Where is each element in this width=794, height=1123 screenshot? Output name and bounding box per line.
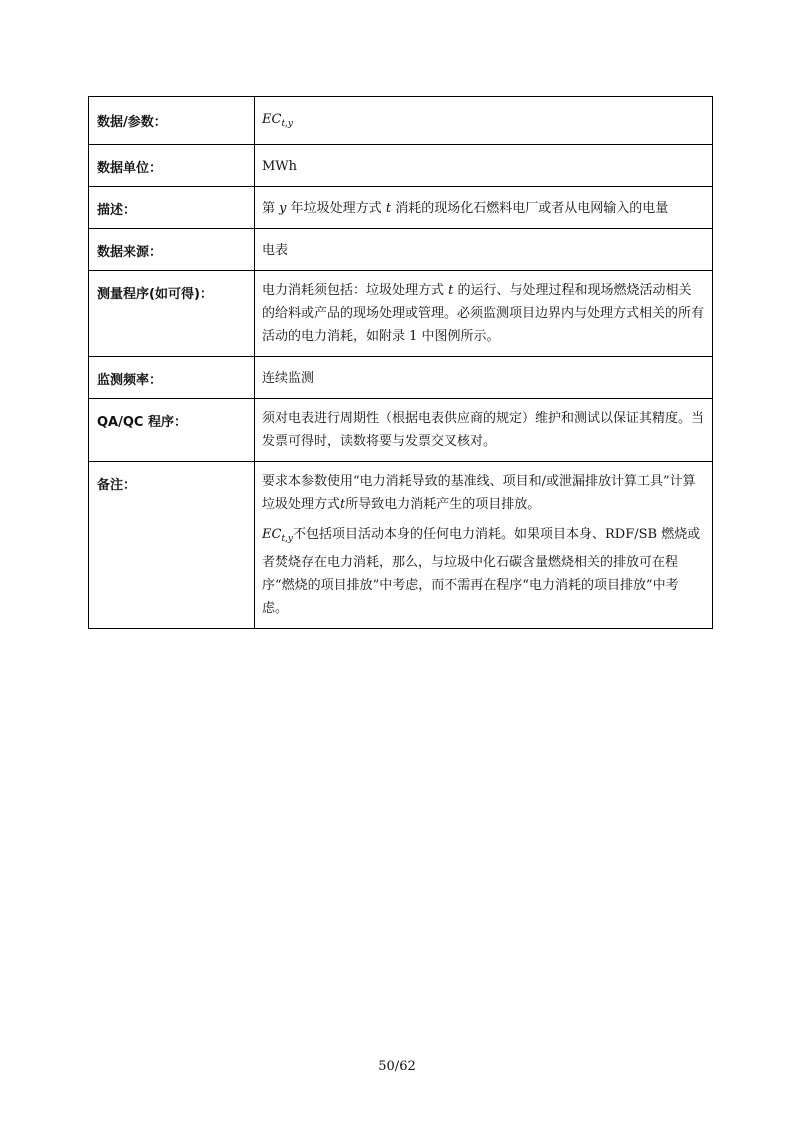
row-source — [89, 229, 713, 271]
desc-text-1: 第 — [262, 201, 276, 216]
parameter-table — [88, 96, 713, 629]
row-parameter — [89, 97, 713, 145]
symbol-ec: EC — [262, 112, 282, 127]
row-qaqc — [89, 399, 713, 462]
label-parameter: 数据/参数： — [89, 97, 255, 145]
label-description: 描述： — [89, 187, 255, 229]
row-frequency — [89, 357, 713, 399]
value-frequency: 连续监测 — [255, 357, 713, 399]
value-parameter — [255, 97, 713, 145]
value-unit: MWh — [255, 145, 713, 187]
value-procedure — [255, 271, 713, 357]
row-description — [89, 187, 713, 229]
notes-symbol-subscript: t,y — [281, 534, 293, 544]
value-notes — [255, 462, 713, 629]
label-qaqc: QA/QC 程序： — [89, 399, 255, 462]
label-unit: 数据单位： — [89, 145, 255, 187]
value-source: 电表 — [255, 229, 713, 271]
label-source: 数据来源： — [89, 229, 255, 271]
notes-paragraph-1 — [262, 470, 704, 516]
desc-var-t: t — [385, 201, 392, 216]
label-notes: 备注： — [89, 462, 255, 629]
symbol-subscript: t,y — [281, 119, 293, 129]
procedure-text-2: 的运行、与处理过程和现场燃烧活动相关的给料或产品的现场处理或管理。必须监测项目边界内与处理方式相关的所有活动的电力消耗，如附录 1 中图例所示。 — [262, 283, 705, 344]
desc-var-y: y — [279, 201, 287, 216]
notes-symbol-ec: EC — [262, 527, 282, 542]
notes-var-t: t — [340, 497, 346, 512]
label-frequency: 监测频率： — [89, 357, 255, 399]
notes-paragraph-2 — [262, 523, 704, 620]
row-procedure — [89, 271, 713, 357]
page-number: 50/62 — [378, 1059, 416, 1074]
value-qaqc: 须对电表进行周期性（根据电表供应商的规定）维护和测试以保证其精度。当发票可得时，读数将要与发票交叉核对。 — [255, 399, 713, 462]
procedure-var-t: t — [448, 283, 454, 298]
notes-text-1a: 要求本参数使用“电力消耗导致的基准线、项目和/或泄漏排放计算工具”计算垃圾处理方式 — [262, 474, 696, 512]
desc-text-3: 消耗的现场化石燃料电厂或者从电网输入的电量 — [395, 201, 669, 216]
procedure-text-1: 电力消耗须包括：垃圾处理方式 — [262, 283, 445, 298]
value-description — [255, 187, 713, 229]
notes-text-2: 不包括项目活动本身的任何电力消耗。如果项目本身、RDF/SB 燃烧或者焚烧存在电力消耗，那么，与垃圾中化石碳含量燃烧相关的排放可在程序“燃烧的项目排放”中考虑，而不需再在程序“电力消耗的项目排放”中考虑。 — [262, 527, 701, 616]
label-procedure: 测量程序(如可得)： — [89, 271, 255, 357]
row-unit — [89, 145, 713, 187]
desc-text-2: 年垃圾处理方式 — [290, 201, 382, 216]
row-notes — [89, 462, 713, 629]
notes-text-1b: 所导致电力消耗产生的项目排放。 — [345, 497, 541, 512]
